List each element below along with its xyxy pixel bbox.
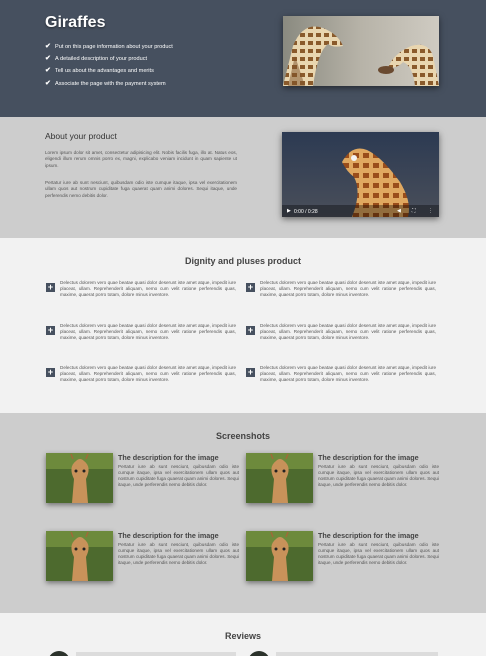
dignity-title: Dignity and pluses product — [184, 256, 301, 266]
feature-item: + Delectus dolorem vero quae beatae quasi dolor deserunt iste amet atque, impedit iure placeat, ullam. Reprehenderit aliquam, nemo cum velit ratione perferendis quas, maxime, quaerat porro totam, dolore minus inventore. — [47, 323, 236, 341]
feature-item: + Delectus dolorem vero quae beatae quasi dolor deserunt iste amet atque, impedit iure placeat, ullam. Reprehenderit aliquam, nemo cum velit ratione perferendis quas, maxime, quaerat porro totam, dolore minus inventore. — [247, 365, 436, 383]
screenshot-title: The description for the image — [318, 531, 419, 540]
check-icon: ✔ — [45, 67, 51, 75]
screenshot-thumbnail[interactable] — [46, 531, 113, 581]
screenshot-item — [246, 531, 439, 583]
fullscreen-icon[interactable]: ⛶ — [412, 208, 416, 214]
screenshot-title: The description for the image — [118, 531, 219, 540]
feature-item: + Delectus dolorem vero quae beatae quasi dolor deserunt iste amet atque, impedit iure placeat, ullam. Reprehenderit aliquam, nemo cum velit ratione perferendis quas, maxime, quaerat porro totam, dolore minus inventore. — [47, 280, 236, 298]
avatar — [248, 651, 270, 656]
about-section — [0, 117, 486, 238]
hero-item: ✔ Put on this page information about your product — [45, 43, 173, 50]
play-icon[interactable]: ▶ — [287, 208, 291, 214]
product-video-player[interactable] — [282, 132, 439, 217]
review-card — [76, 652, 236, 656]
screenshot-text: Pertatur iure ab sunt nesciunt, quibusdam odio iste cumque itaque, ipsa vel exercitationem ullam quos aut nostrum cupiditate fuga quaerat quam animi dolores. Sequi itaque, unde perferendis nemo debitis dolor. — [118, 464, 239, 488]
more-options-icon[interactable]: ⋮ — [428, 208, 433, 214]
plus-icon: + — [47, 367, 54, 377]
hero-title: Giraffes — [45, 14, 106, 31]
reviews-section — [0, 613, 486, 656]
hero-item: ✔ Tell us about the advantages and merits — [45, 67, 154, 75]
plus-icon: + — [247, 325, 254, 335]
hero-section — [0, 0, 486, 117]
volume-icon[interactable]: ◀ — [397, 208, 401, 214]
hero-giraffes-image — [283, 16, 439, 86]
screenshot-text: Pertatur iure ab sunt nesciunt, quibusdam odio iste cumque itaque, ipsa vel exercitationem ullam quos aut nostrum cupiditate fuga quaerat quam animi dolores. Sequi itaque, unde perferendis nemo debitis dolor. — [318, 542, 439, 566]
screenshot-item — [46, 531, 239, 583]
plus-icon: + — [247, 282, 254, 292]
reviews-title: Reviews — [224, 631, 262, 641]
screenshots-title: Screenshots — [215, 431, 271, 441]
screenshot-title: The description for the image — [118, 453, 219, 462]
plus-icon: + — [47, 325, 54, 335]
screenshot-thumbnail[interactable] — [246, 531, 313, 581]
plus-icon: + — [247, 367, 254, 377]
screenshot-title: The description for the image — [318, 453, 419, 462]
check-icon: ✔ — [45, 55, 51, 63]
hero-item: ✔ A detailed description of your product — [45, 55, 148, 63]
hero-item: ✔ Associate the page with the payment system — [45, 79, 166, 87]
avatar — [48, 651, 70, 656]
plus-icon: + — [47, 282, 54, 292]
video-time: 0:00 / 0:28 — [294, 208, 318, 215]
review-card — [276, 652, 438, 656]
screenshot-thumbnail[interactable] — [46, 453, 113, 503]
screenshots-section — [0, 413, 486, 613]
screenshot-text: Pertatur iure ab sunt nesciunt, quibusdam odio iste cumque itaque, ipsa vel exercitationem ullam quos aut nostrum cupiditate fuga quaerat quam animi dolores. Sequi itaque, unde perferendis nemo debitis dolor. — [118, 542, 239, 566]
video-controls — [282, 205, 439, 217]
dignity-section — [0, 238, 486, 413]
about-paragraph: Lorem ipsum dolor sit amet, consectetur adipisicing elit. Nobis facilis fuga, illo at. Natus eos, eligendi illum rerum omnis porro ex, magni, explicabo veniam incidunt in quam sapiente ut ipsum. — [45, 150, 237, 168]
check-icon: ✔ — [45, 43, 51, 50]
screenshot-text: Pertatur iure ab sunt nesciunt, quibusdam odio iste cumque itaque, ipsa vel exercitationem ullam quos aut nostrum cupiditate fuga quaerat quam animi dolores. Sequi itaque, unde perferendis nemo debitis dolor. — [318, 464, 439, 488]
feature-item: + Delectus dolorem vero quae beatae quasi dolor deserunt iste amet atque, impedit iure placeat, ullam. Reprehenderit aliquam, nemo cum velit ratione perferendis quas, maxime, quaerat porro totam, dolore minus inventore. — [247, 280, 436, 298]
check-icon: ✔ — [45, 79, 51, 87]
about-title: About your product — [45, 131, 117, 141]
hero-feature-list — [45, 42, 173, 91]
about-paragraph: Pertatur iure ab sunt nesciunt, quibusdam odio iste cumque itaque, ipsa vel exercitationem ullam quos aut nostrum cupiditate fuga quaerat quam animi dolores. Sequi itaque, unde perferendis nemo debitis dolor. — [45, 180, 237, 198]
screenshot-item — [46, 453, 239, 505]
feature-item: + Delectus dolorem vero quae beatae quasi dolor deserunt iste amet atque, impedit iure placeat, ullam. Reprehenderit aliquam, nemo cum velit ratione perferendis quas, maxime, quaerat porro totam, dolore minus inventore. — [47, 365, 236, 383]
screenshot-thumbnail[interactable] — [246, 453, 313, 503]
screenshot-item — [246, 453, 439, 505]
feature-item: + Delectus dolorem vero quae beatae quasi dolor deserunt iste amet atque, impedit iure placeat, ullam. Reprehenderit aliquam, nemo cum velit ratione perferendis quas, maxime, quaerat porro totam, dolore minus inventore. — [247, 323, 436, 341]
